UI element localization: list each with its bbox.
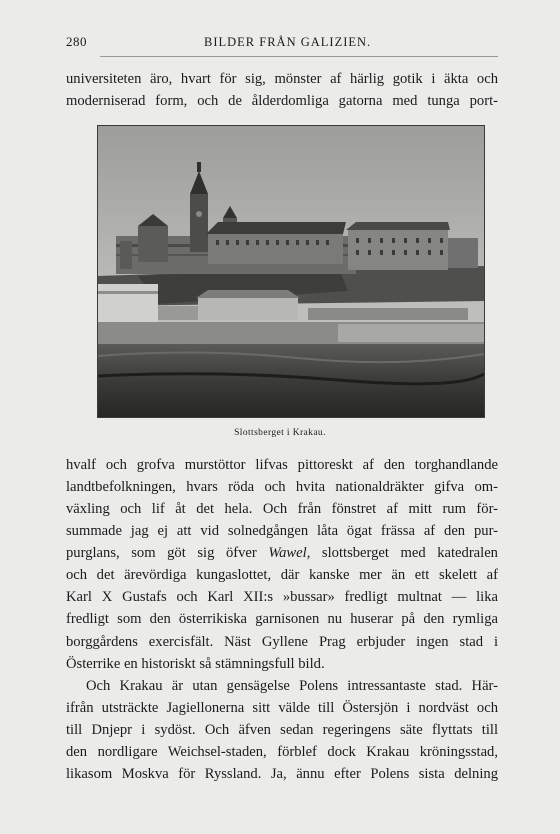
text-line: borggårdens exercisfält. Näst Gyllene Prag erbjuder ingen stad i [66,633,498,650]
castle-photograph [97,125,485,418]
text-line: växling och lif åt det hela. Och från fönstret af mitt rum för- [66,501,498,518]
castle-illustration [98,126,484,417]
text-line: Karl X Gustafs och Karl XII:s »bussar» fredligt multnat — lika [66,589,498,606]
italic-term: Wawel [268,545,307,562]
running-title: BILDER FRÅN GALIZIEN. [204,35,372,49]
text-line: ifrån utsträckte Jagiellonerna sitt välde till Östersjön i nordväst och [66,699,498,716]
text-line: universiteten äro, hvart för sig, mönster af härlig gotik i äkta och [66,71,498,87]
text-line: Och Krakau är utan gensägelse Polens intressantaste stad. Här- [86,677,498,694]
page-header [66,34,496,54]
text-line-with-italic [66,542,498,564]
text-line: landtbefolkningen, hvars röda och hvita nationaldräkter gifva om- [66,479,498,496]
text-line: den nordligare Weichsel-staden, förblef dock Krakau kröningsstad, [66,743,498,760]
text-line: likasom Moskva för Ryssland. Ja, ännu efter Polens sista delning [66,765,498,782]
text-line: hvalf och grofva murstöttor lifvas pittoreskt af den torghandlande [66,457,498,473]
page-number: 280 [66,34,87,49]
text-line: summade jag ej att vid solnedgången låta ögat frässa af den pur- [66,523,498,540]
body-text [66,454,498,785]
figure-caption: Slottsberget i Krakau. [234,428,326,438]
text-fragment: , slottsberget med katedralen [306,545,498,562]
top-paragraph [66,68,498,112]
text-fragment: purglans, som göt sig öfver [66,545,257,562]
text-line: moderniserad form, och de ålderdomliga gatorna med tunga port- [66,93,498,109]
text-line: och det ärevördiga kungaslottet, där kanske mer än ett skelett af [66,567,498,584]
text-line: Österrike en historiskt så stämningsfull bild. [66,655,325,672]
header-rule [100,56,498,57]
text-line: fredligt som den österrikiska garnisonen nu huserar på den rymliga [66,611,498,628]
text-line: till Dnjepr i sydöst. Och äfven sedan regeringens säte flyttats till [66,721,498,738]
